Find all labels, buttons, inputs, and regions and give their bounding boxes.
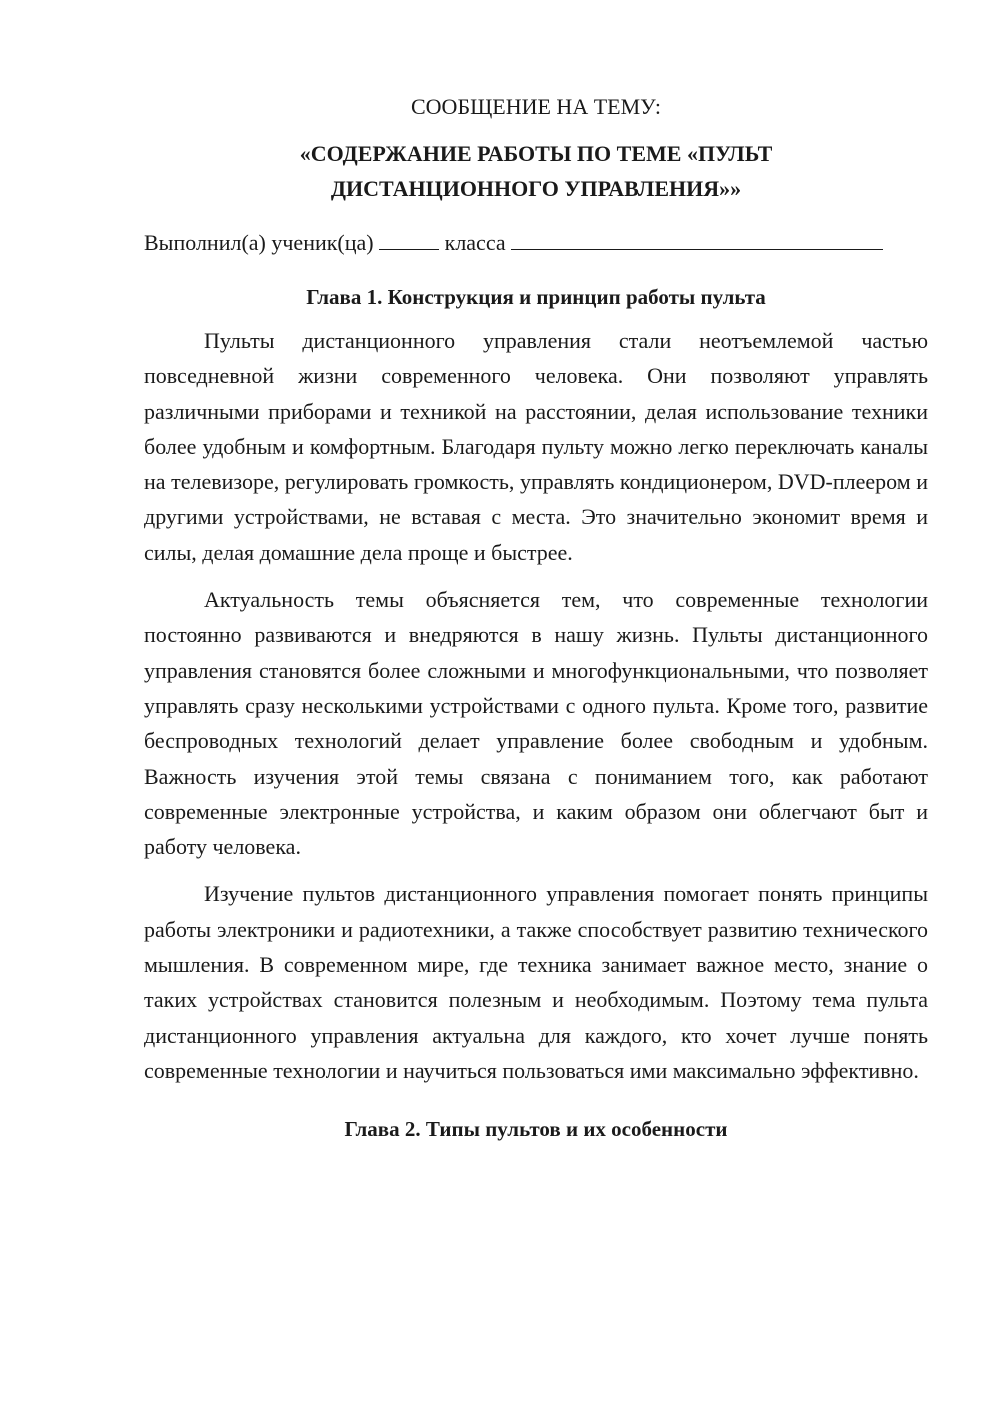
paragraph-1: Пульты дистанционного управления стали неотъемлемой частью повседневной жизни современного человека. Они позволяют управлять различными приборами и техникой на расстоянии, делая использование техники более удобным и комфортным. Благодаря пульту можно легко переключать каналы на телевизоре, регулировать громкость, управлять кондиционером, DVD-плеером и другими устройствами, не вставая с места. Это значительно экономит время и силы, делая домашние дела проще и быстрее. (144, 328, 928, 565)
chapter-2-heading: Глава 2. Типы пультов и их особенности (344, 1117, 728, 1142)
author-class-word: класса (444, 230, 506, 255)
class-number-blank (379, 229, 439, 250)
author-line (144, 228, 928, 258)
topic-label: СООБЩЕНИЕ НА ТЕМУ: (411, 94, 661, 119)
document-title: «СОДЕРЖАНИЕ РАБОТЫ ПО ТЕМЕ «ПУЛЬТ ДИСТАНЦИОННОГО УПРАВЛЕНИЯ»» (299, 141, 773, 201)
paragraph-3: Изучение пультов дистанционного управления помогает понять принципы работы электроники и радиотехники, а также способствует развитию технического мышления. В современном мире, где техника занимает важное место, знание о таких устройствах становится полезным и необходимым. Поэтому тема пульта дистанционного управления актуальна для каждого, кто хочет лучше понять современные технологии и научиться пользоваться ими максимально эффективно. (144, 881, 928, 1083)
page-content (144, 92, 928, 1144)
author-name-blank (511, 229, 883, 250)
chapter-1-heading: Глава 1. Конструкция и принцип работы пульта (306, 285, 766, 309)
paragraph-2: Актуальность темы объясняется тем, что современные технологии постоянно развиваются и внедряются в нашу жизнь. Пульты дистанционного управления становятся более сложными и многофункциональными, что позволяет управлять сразу несколькими устройствами с одного пульта. Кроме того, развитие беспроводных технологий делает управление более свободным и удобным. Важность изучения этой темы связана с пониманием того, как работают современные электронные устройства, и каким образом они облегчают быт и работу человека. (144, 587, 928, 860)
author-prefix: Выполнил(а) ученик(ца) (144, 230, 374, 255)
